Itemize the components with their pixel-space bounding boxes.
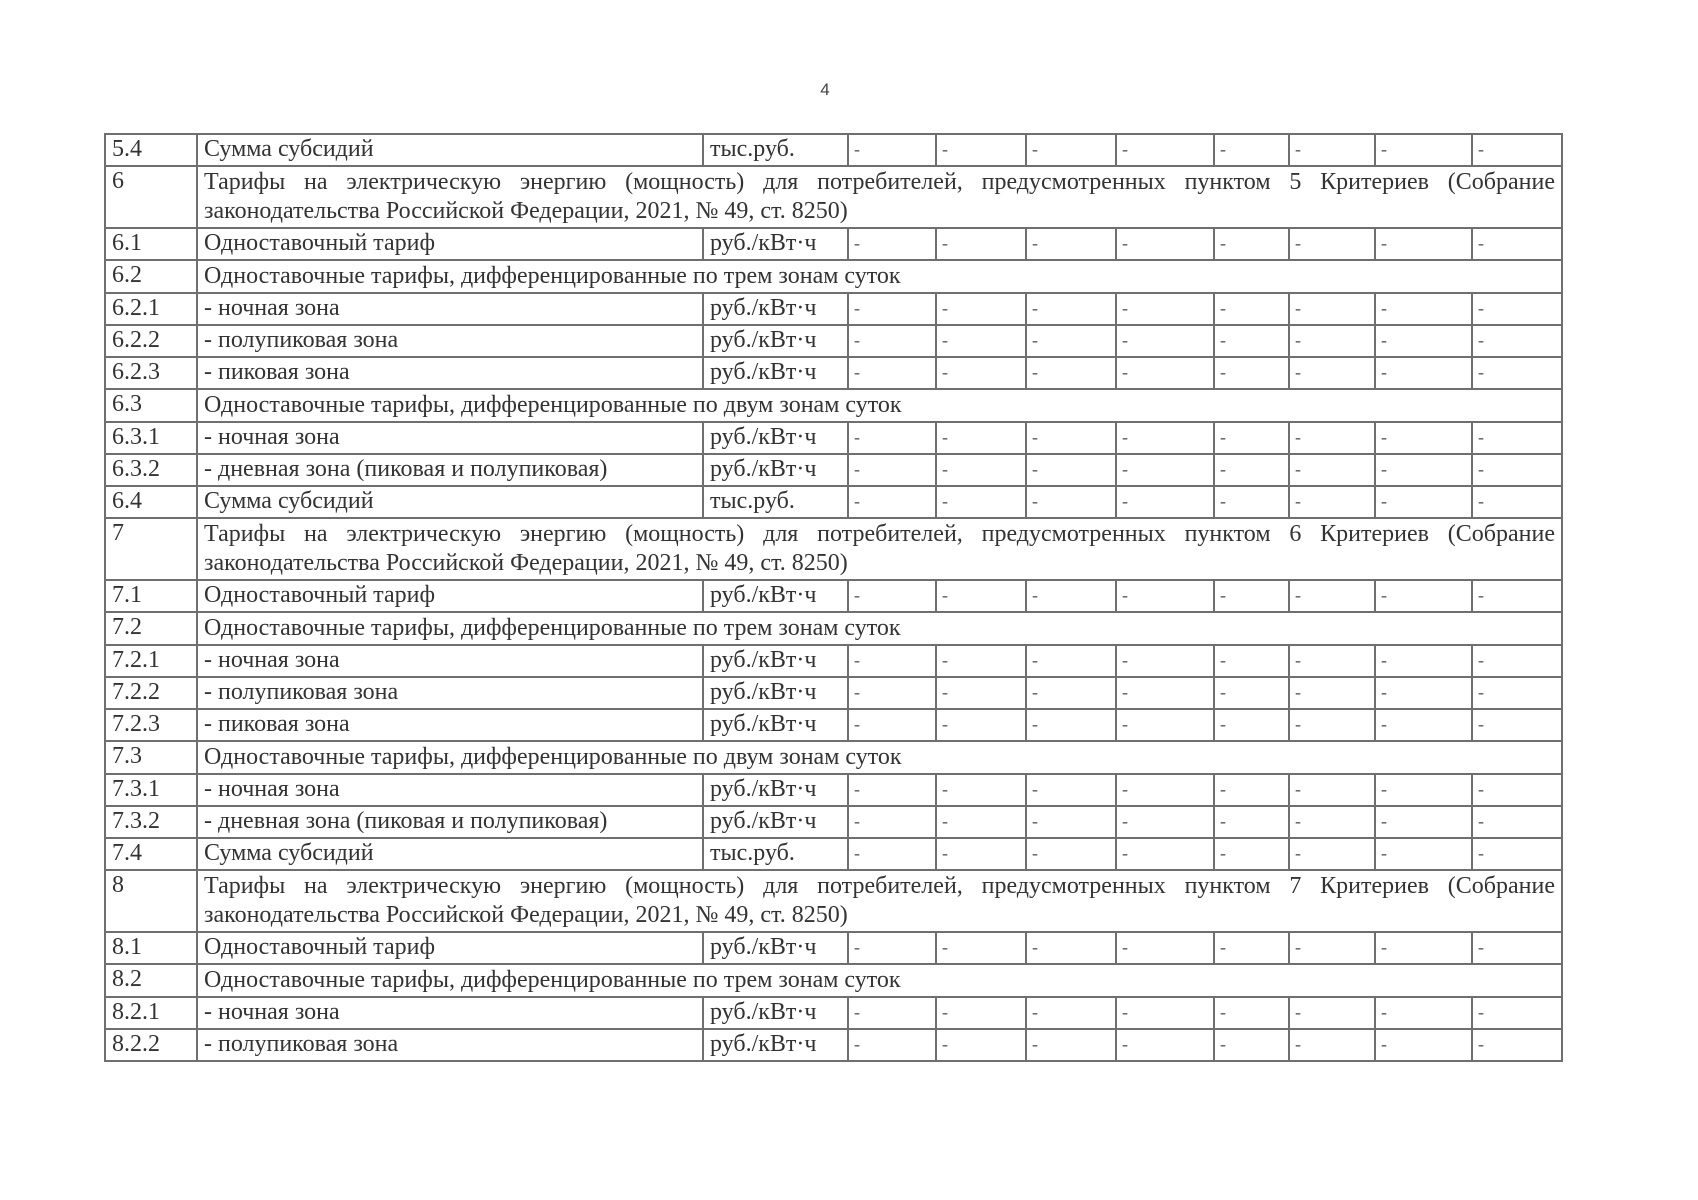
row-number-cell: 6.2 xyxy=(105,260,197,293)
table-row xyxy=(105,677,1562,709)
row-number-cell: 7.2.1 xyxy=(105,645,197,677)
value-cell: - xyxy=(848,997,936,1029)
unit-cell: тыс.руб. xyxy=(703,838,848,870)
value-cell: - xyxy=(936,486,1026,518)
value-cell: - xyxy=(936,325,1026,357)
value-cell: - xyxy=(1289,838,1375,870)
table-row xyxy=(105,228,1562,260)
value-cell: - xyxy=(1026,422,1116,454)
unit-cell: руб./кВт·ч xyxy=(703,774,848,806)
unit-cell: руб./кВт·ч xyxy=(703,422,848,454)
section-header-row xyxy=(105,612,1562,645)
value-cell: - xyxy=(1472,1029,1562,1061)
value-cell: - xyxy=(848,134,936,166)
unit-cell: руб./кВт·ч xyxy=(703,1029,848,1061)
row-number-cell: 7.2 xyxy=(105,612,197,645)
row-name-cell: - полупиковая зона xyxy=(197,677,703,709)
row-number-cell: 6.3.1 xyxy=(105,422,197,454)
value-cell: - xyxy=(1116,806,1214,838)
value-cell: - xyxy=(1116,1029,1214,1061)
value-cell: - xyxy=(848,774,936,806)
value-cell: - xyxy=(1214,677,1289,709)
value-cell: - xyxy=(848,677,936,709)
value-cell: - xyxy=(1026,454,1116,486)
value-cell: - xyxy=(1026,580,1116,612)
value-cell: - xyxy=(1026,932,1116,964)
value-cell: - xyxy=(1026,486,1116,518)
value-cell: - xyxy=(1116,932,1214,964)
unit-cell: руб./кВт·ч xyxy=(703,325,848,357)
value-cell: - xyxy=(1214,293,1289,325)
value-cell: - xyxy=(1116,357,1214,389)
value-cell: - xyxy=(1289,645,1375,677)
value-cell: - xyxy=(936,709,1026,741)
value-cell: - xyxy=(936,422,1026,454)
value-cell: - xyxy=(1289,1029,1375,1061)
value-cell: - xyxy=(1116,838,1214,870)
row-number-cell: 7.3.1 xyxy=(105,774,197,806)
value-cell: - xyxy=(1026,228,1116,260)
value-cell: - xyxy=(1026,325,1116,357)
value-cell: - xyxy=(936,838,1026,870)
row-number-cell: 7.4 xyxy=(105,838,197,870)
section-header-row xyxy=(105,741,1562,774)
value-cell: - xyxy=(1116,709,1214,741)
value-cell: - xyxy=(1289,293,1375,325)
table-row xyxy=(105,293,1562,325)
value-cell: - xyxy=(1472,134,1562,166)
section-header-row xyxy=(105,260,1562,293)
row-name-cell: Одноставочный тариф xyxy=(197,580,703,612)
value-cell: - xyxy=(848,1029,936,1061)
value-cell: - xyxy=(1472,357,1562,389)
row-number-cell: 8.2.2 xyxy=(105,1029,197,1061)
value-cell: - xyxy=(1375,709,1472,741)
value-cell: - xyxy=(1116,134,1214,166)
value-cell: - xyxy=(1375,774,1472,806)
row-number-cell: 7.3.2 xyxy=(105,806,197,838)
value-cell: - xyxy=(1116,454,1214,486)
value-cell: - xyxy=(1289,325,1375,357)
unit-cell: руб./кВт·ч xyxy=(703,293,848,325)
row-number-cell: 7.2.2 xyxy=(105,677,197,709)
value-cell: - xyxy=(1214,228,1289,260)
value-cell: - xyxy=(1116,228,1214,260)
value-cell: - xyxy=(1116,293,1214,325)
value-cell: - xyxy=(1289,932,1375,964)
value-cell: - xyxy=(936,677,1026,709)
unit-cell: руб./кВт·ч xyxy=(703,580,848,612)
row-name-cell: Одноставочный тариф xyxy=(197,932,703,964)
unit-cell: руб./кВт·ч xyxy=(703,677,848,709)
value-cell: - xyxy=(848,293,936,325)
value-cell: - xyxy=(1472,997,1562,1029)
value-cell: - xyxy=(936,645,1026,677)
row-name-cell: - ночная зона xyxy=(197,645,703,677)
value-cell: - xyxy=(848,325,936,357)
value-cell: - xyxy=(936,997,1026,1029)
value-cell: - xyxy=(1214,997,1289,1029)
value-cell: - xyxy=(1375,422,1472,454)
value-cell: - xyxy=(1289,486,1375,518)
value-cell: - xyxy=(936,228,1026,260)
row-number-cell: 7.3 xyxy=(105,741,197,774)
value-cell: - xyxy=(848,454,936,486)
value-cell: - xyxy=(1375,580,1472,612)
value-cell: - xyxy=(936,806,1026,838)
value-cell: - xyxy=(1026,293,1116,325)
value-cell: - xyxy=(936,774,1026,806)
value-cell: - xyxy=(1375,838,1472,870)
unit-cell: руб./кВт·ч xyxy=(703,228,848,260)
value-cell: - xyxy=(1472,228,1562,260)
value-cell: - xyxy=(1375,325,1472,357)
value-cell: - xyxy=(1375,1029,1472,1061)
unit-cell: руб./кВт·ч xyxy=(703,357,848,389)
value-cell: - xyxy=(1472,774,1562,806)
value-cell: - xyxy=(936,1029,1026,1061)
row-number-cell: 7.2.3 xyxy=(105,709,197,741)
row-number-cell: 6.1 xyxy=(105,228,197,260)
section-header-row xyxy=(105,518,1562,580)
value-cell: - xyxy=(1026,806,1116,838)
value-cell: - xyxy=(1214,454,1289,486)
row-name-cell: Сумма субсидий xyxy=(197,134,703,166)
section-title-cell: Тарифы на электрическую энергию (мощность) для потребителей, предусмотренных пунктом 5 Критериев (Собрание законодательства Российской Федерации, 2021, № 49, ст. 8250) xyxy=(197,166,1562,228)
row-number-cell: 6 xyxy=(105,166,197,228)
row-number-cell: 8 xyxy=(105,870,197,932)
value-cell: - xyxy=(1375,134,1472,166)
value-cell: - xyxy=(936,134,1026,166)
unit-cell: руб./кВт·ч xyxy=(703,997,848,1029)
value-cell: - xyxy=(936,293,1026,325)
value-cell: - xyxy=(1116,486,1214,518)
table-row xyxy=(105,325,1562,357)
value-cell: - xyxy=(1472,486,1562,518)
value-cell: - xyxy=(1472,325,1562,357)
row-name-cell: - пиковая зона xyxy=(197,709,703,741)
value-cell: - xyxy=(1375,228,1472,260)
value-cell: - xyxy=(1026,357,1116,389)
value-cell: - xyxy=(1375,357,1472,389)
value-cell: - xyxy=(1026,677,1116,709)
value-cell: - xyxy=(1026,645,1116,677)
table-row xyxy=(105,838,1562,870)
value-cell: - xyxy=(1214,838,1289,870)
row-number-cell: 6.2.2 xyxy=(105,325,197,357)
table-row xyxy=(105,774,1562,806)
section-title-cell: Одноставочные тарифы, дифференцированные по двум зонам суток xyxy=(197,741,1562,774)
row-name-cell: - дневная зона (пиковая и полупиковая) xyxy=(197,806,703,838)
value-cell: - xyxy=(1289,454,1375,486)
value-cell: - xyxy=(1026,838,1116,870)
row-name-cell: Одноставочный тариф xyxy=(197,228,703,260)
unit-cell: тыс.руб. xyxy=(703,134,848,166)
value-cell: - xyxy=(1289,709,1375,741)
row-number-cell: 6.3 xyxy=(105,389,197,422)
value-cell: - xyxy=(1472,293,1562,325)
value-cell: - xyxy=(1375,932,1472,964)
value-cell: - xyxy=(848,932,936,964)
value-cell: - xyxy=(1289,774,1375,806)
table-row xyxy=(105,422,1562,454)
value-cell: - xyxy=(848,806,936,838)
value-cell: - xyxy=(1472,709,1562,741)
value-cell: - xyxy=(1026,709,1116,741)
section-header-row xyxy=(105,964,1562,997)
unit-cell: руб./кВт·ч xyxy=(703,806,848,838)
value-cell: - xyxy=(1375,677,1472,709)
value-cell: - xyxy=(1026,134,1116,166)
value-cell: - xyxy=(848,357,936,389)
value-cell: - xyxy=(1375,293,1472,325)
row-number-cell: 6.2.1 xyxy=(105,293,197,325)
value-cell: - xyxy=(1375,645,1472,677)
row-name-cell: - полупиковая зона xyxy=(197,1029,703,1061)
table-row xyxy=(105,709,1562,741)
row-number-cell: 7 xyxy=(105,518,197,580)
value-cell: - xyxy=(1214,486,1289,518)
section-header-row xyxy=(105,166,1562,228)
value-cell: - xyxy=(936,932,1026,964)
value-cell: - xyxy=(1289,228,1375,260)
section-title-cell: Одноставочные тарифы, дифференцированные по трем зонам суток xyxy=(197,612,1562,645)
row-number-cell: 5.4 xyxy=(105,134,197,166)
value-cell: - xyxy=(848,838,936,870)
row-name-cell: Сумма субсидий xyxy=(197,486,703,518)
row-name-cell: - полупиковая зона xyxy=(197,325,703,357)
unit-cell: руб./кВт·ч xyxy=(703,645,848,677)
row-name-cell: - ночная зона xyxy=(197,293,703,325)
value-cell: - xyxy=(1116,422,1214,454)
value-cell: - xyxy=(1289,806,1375,838)
table-row xyxy=(105,932,1562,964)
value-cell: - xyxy=(1116,774,1214,806)
row-number-cell: 6.3.2 xyxy=(105,454,197,486)
value-cell: - xyxy=(1116,997,1214,1029)
row-number-cell: 6.4 xyxy=(105,486,197,518)
value-cell: - xyxy=(1289,422,1375,454)
row-number-cell: 6.2.3 xyxy=(105,357,197,389)
value-cell: - xyxy=(1214,1029,1289,1061)
value-cell: - xyxy=(1375,997,1472,1029)
value-cell: - xyxy=(1214,422,1289,454)
value-cell: - xyxy=(936,580,1026,612)
value-cell: - xyxy=(1375,454,1472,486)
value-cell: - xyxy=(1289,134,1375,166)
unit-cell: руб./кВт·ч xyxy=(703,454,848,486)
table-row xyxy=(105,486,1562,518)
value-cell: - xyxy=(1472,422,1562,454)
value-cell: - xyxy=(1116,677,1214,709)
row-number-cell: 8.1 xyxy=(105,932,197,964)
row-name-cell: - ночная зона xyxy=(197,774,703,806)
value-cell: - xyxy=(1375,486,1472,518)
row-name-cell: - дневная зона (пиковая и полупиковая) xyxy=(197,454,703,486)
value-cell: - xyxy=(1472,580,1562,612)
value-cell: - xyxy=(1214,645,1289,677)
row-name-cell: Сумма субсидий xyxy=(197,838,703,870)
row-name-cell: - пиковая зона xyxy=(197,357,703,389)
table-row xyxy=(105,357,1562,389)
row-name-cell: - ночная зона xyxy=(197,422,703,454)
value-cell: - xyxy=(1214,806,1289,838)
row-number-cell: 7.1 xyxy=(105,580,197,612)
value-cell: - xyxy=(1026,997,1116,1029)
value-cell: - xyxy=(1472,838,1562,870)
value-cell: - xyxy=(1214,134,1289,166)
value-cell: - xyxy=(1472,932,1562,964)
value-cell: - xyxy=(936,454,1026,486)
value-cell: - xyxy=(1214,580,1289,612)
value-cell: - xyxy=(848,422,936,454)
row-number-cell: 8.2.1 xyxy=(105,997,197,1029)
value-cell: - xyxy=(1214,709,1289,741)
value-cell: - xyxy=(1289,580,1375,612)
value-cell: - xyxy=(1116,645,1214,677)
section-title-cell: Одноставочные тарифы, дифференцированные по трем зонам суток xyxy=(197,964,1562,997)
value-cell: - xyxy=(848,486,936,518)
table-row xyxy=(105,454,1562,486)
section-title-cell: Одноставочные тарифы, дифференцированные по трем зонам суток xyxy=(197,260,1562,293)
value-cell: - xyxy=(1472,454,1562,486)
table-row xyxy=(105,645,1562,677)
section-header-row xyxy=(105,389,1562,422)
row-number-cell: 8.2 xyxy=(105,964,197,997)
value-cell: - xyxy=(1214,932,1289,964)
section-title-cell: Тарифы на электрическую энергию (мощность) для потребителей, предусмотренных пунктом 6 Критериев (Собрание законодательства Российской Федерации, 2021, № 49, ст. 8250) xyxy=(197,518,1562,580)
table-row xyxy=(105,1029,1562,1061)
value-cell: - xyxy=(848,580,936,612)
value-cell: - xyxy=(848,709,936,741)
value-cell: - xyxy=(1116,580,1214,612)
section-title-cell: Тарифы на электрическую энергию (мощность) для потребителей, предусмотренных пунктом 7 Критериев (Собрание законодательства Российской Федерации, 2021, № 49, ст. 8250) xyxy=(197,870,1562,932)
value-cell: - xyxy=(848,228,936,260)
value-cell: - xyxy=(1214,774,1289,806)
table-row xyxy=(105,134,1562,166)
value-cell: - xyxy=(1289,997,1375,1029)
section-title-cell: Одноставочные тарифы, дифференцированные по двум зонам суток xyxy=(197,389,1562,422)
tariff-table xyxy=(104,133,1563,1062)
value-cell: - xyxy=(1472,677,1562,709)
value-cell: - xyxy=(848,645,936,677)
value-cell: - xyxy=(1472,645,1562,677)
row-name-cell: - ночная зона xyxy=(197,997,703,1029)
unit-cell: руб./кВт·ч xyxy=(703,932,848,964)
page-number: 4 xyxy=(820,80,830,99)
table-row xyxy=(105,806,1562,838)
value-cell: - xyxy=(936,357,1026,389)
value-cell: - xyxy=(1214,357,1289,389)
value-cell: - xyxy=(1375,806,1472,838)
value-cell: - xyxy=(1289,677,1375,709)
value-cell: - xyxy=(1026,1029,1116,1061)
value-cell: - xyxy=(1026,774,1116,806)
value-cell: - xyxy=(1116,325,1214,357)
table-row xyxy=(105,997,1562,1029)
table-row xyxy=(105,580,1562,612)
value-cell: - xyxy=(1289,357,1375,389)
value-cell: - xyxy=(1472,806,1562,838)
table-body xyxy=(105,134,1562,1061)
value-cell: - xyxy=(1214,325,1289,357)
section-header-row xyxy=(105,870,1562,932)
unit-cell: тыс.руб. xyxy=(703,486,848,518)
unit-cell: руб./кВт·ч xyxy=(703,709,848,741)
